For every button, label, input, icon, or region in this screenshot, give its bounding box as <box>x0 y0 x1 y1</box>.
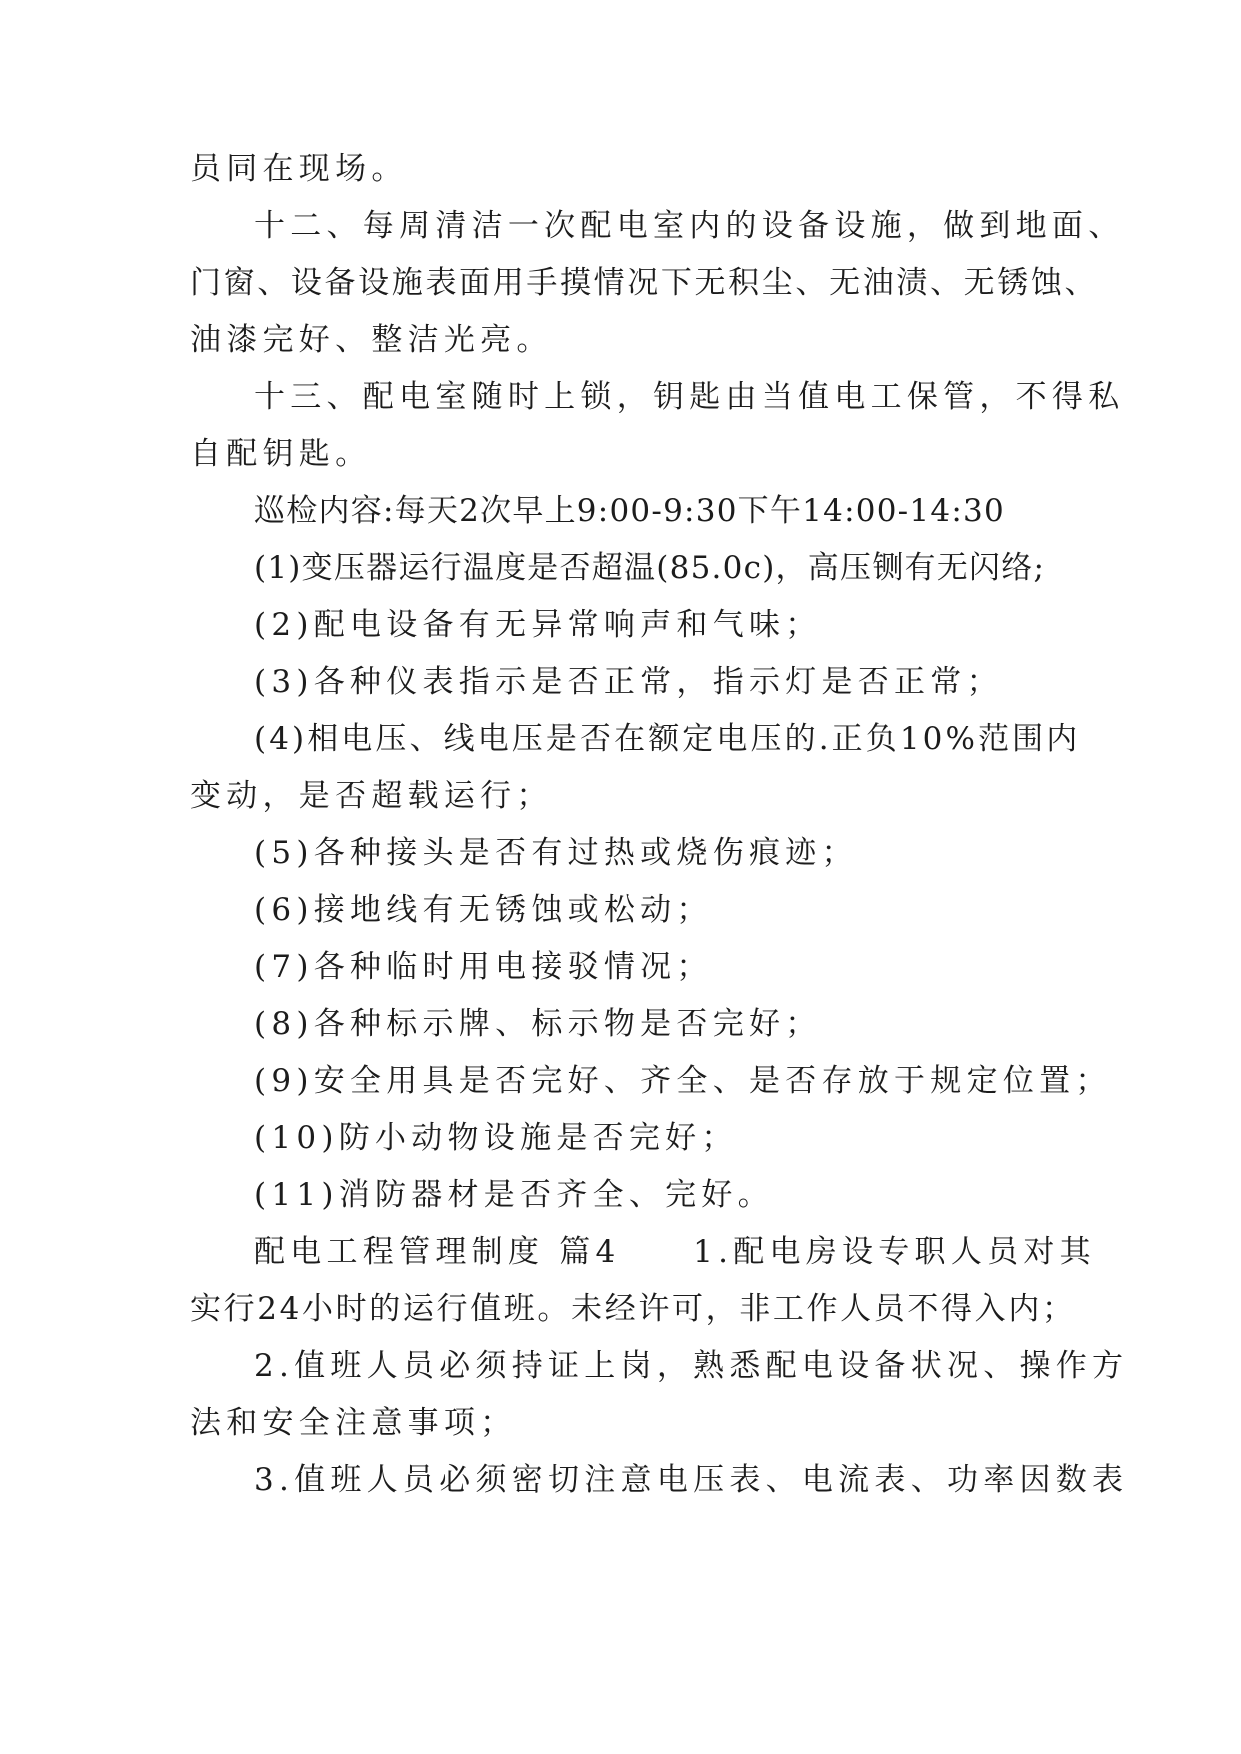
text-line: 法和安全注意事项； <box>190 1405 517 1441</box>
text-line: 自配钥匙。 <box>190 436 372 472</box>
text-line: 变动，是否超载运行； <box>190 778 553 814</box>
text-line: (6)接地线有无锈蚀或松动； <box>254 892 713 928</box>
text-line: (9)安全用具是否完好、齐全、是否存放于规定位置； <box>254 1063 1112 1099</box>
text-line: 实行24小时的运行值班。未经许可，非工作人员不得入内； <box>190 1291 1076 1327</box>
text-line: 十三、配电室随时上锁，钥匙由当值电工保管，不得私 <box>254 379 1125 415</box>
text-line: (4)相电压、线电压是否在额定电压的.正负10%范围内 <box>254 721 1081 757</box>
text-line: 巡检内容:每天2次早上9:00-9:30下午14:00-14:30 <box>254 493 1005 529</box>
text-line: (2)配电设备有无异常响声和气味； <box>254 607 822 643</box>
text-line: 十二、每周清洁一次配电室内的设备设施，做到地面、 <box>254 208 1125 244</box>
text-line: 3.值班人员必须密切注意电压表、电流表、功率因数表 <box>254 1462 1129 1498</box>
text-line: (8)各种标示牌、标示物是否完好； <box>254 1006 822 1042</box>
text-line: (11)消防器材是否齐全、完好。 <box>254 1177 774 1213</box>
text-line: (7)各种临时用电接驳情况； <box>254 949 713 985</box>
text-line: (5)各种接头是否有过热或烧伤痕迹； <box>254 835 858 871</box>
text-line: (10)防小动物设施是否完好； <box>254 1120 738 1156</box>
text-line: 门窗、设备设施表面用手摸情况下无积尘、无油渍、无锈蚀、 <box>190 265 1099 301</box>
text-line: 油漆完好、整洁光亮。 <box>190 322 553 358</box>
text-line: (1)变压器运行温度是否超温(85.0c)，高压铡有无闪络; <box>254 550 1046 586</box>
section-heading-line: 配电工程管理制度 篇4 1.配电房设专职人员对其 <box>254 1234 1096 1270</box>
text-line: 2.值班人员必须持证上岗，熟悉配电设备状况、操作方 <box>254 1348 1129 1384</box>
text-line: (3)各种仪表指示是否正常，指示灯是否正常； <box>254 664 1003 700</box>
text-line: 员同在现场。 <box>190 151 408 187</box>
